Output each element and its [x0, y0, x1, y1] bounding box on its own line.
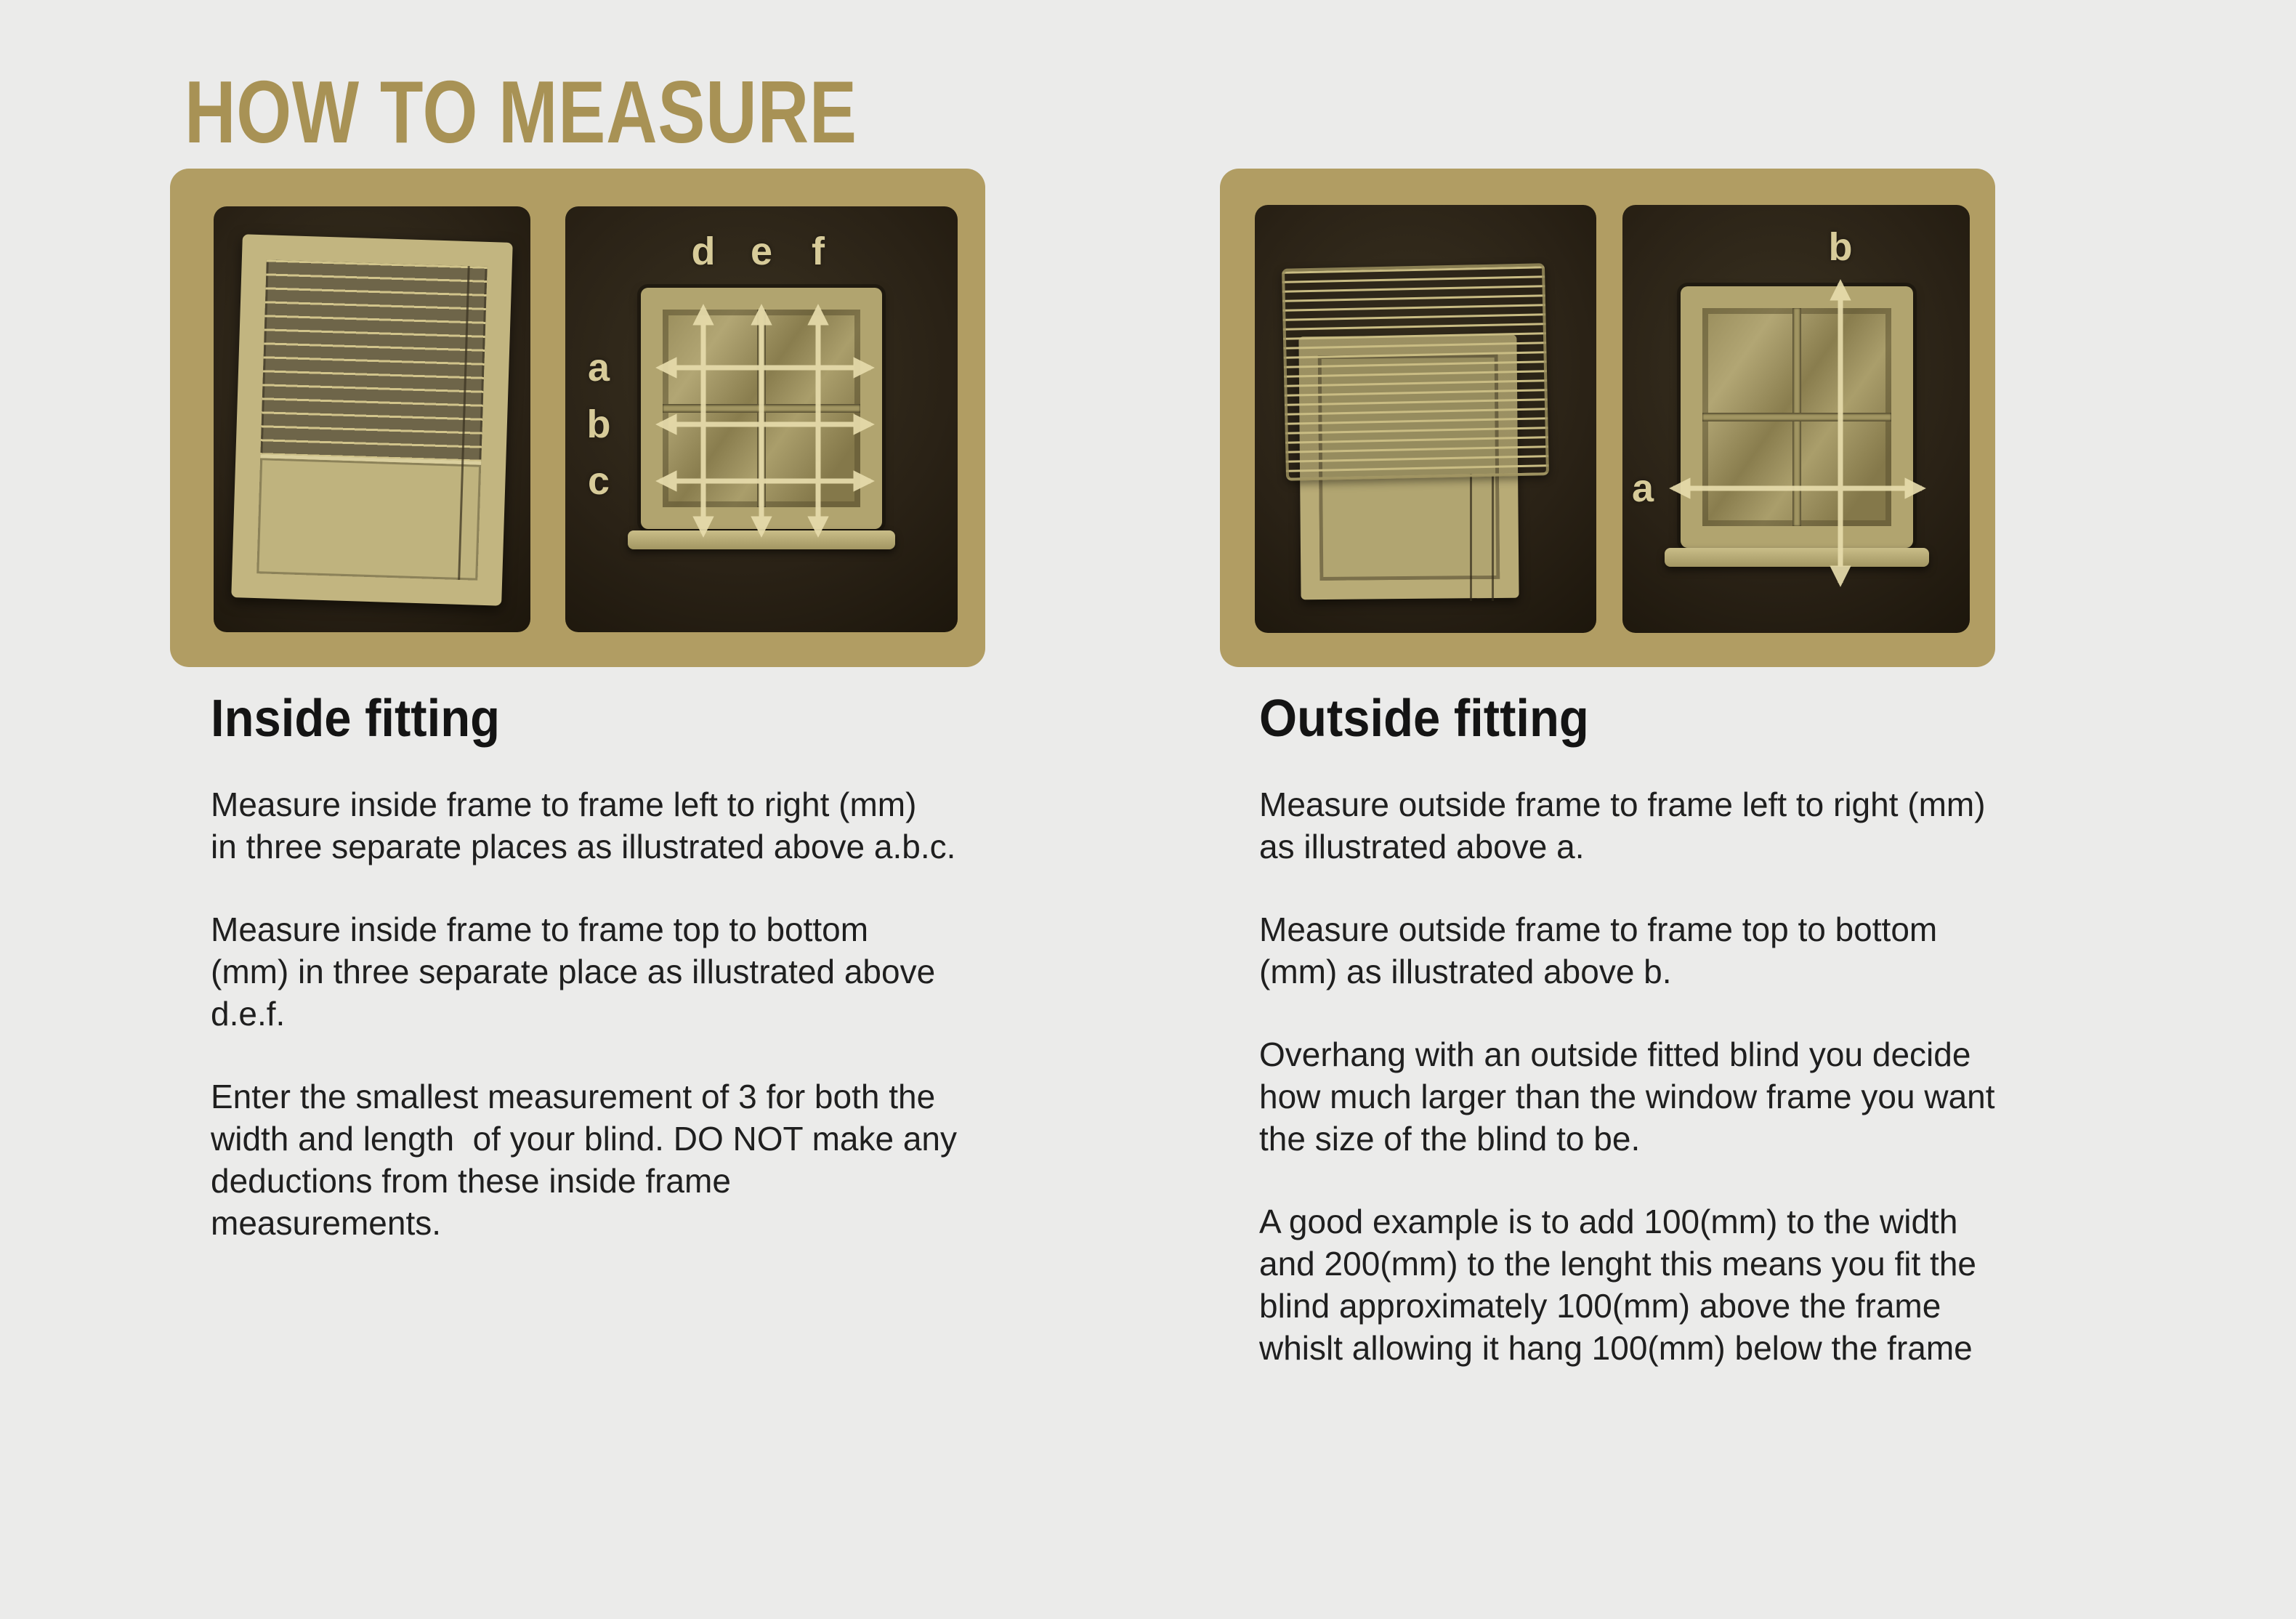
window-frame — [231, 234, 513, 605]
paragraph — [211, 1075, 995, 1244]
outside-fitting-panel — [1220, 169, 1995, 667]
measure-label-e: e — [750, 230, 773, 273]
window-opening — [256, 259, 487, 580]
paragraph-line: Measure outside frame to frame top to bottom — [1259, 911, 1938, 948]
paragraph-line: Measure outside frame to frame left to right (mm) — [1259, 786, 1986, 823]
paragraph — [1259, 908, 2051, 993]
paragraph-line: (mm) in three separate place as illustrated above — [211, 953, 936, 990]
inside-blind-photo — [214, 206, 530, 632]
paragraph — [1259, 1033, 2051, 1160]
outside-blind-photo — [1255, 205, 1596, 633]
page-title: HOW TO MEASURE — [185, 62, 857, 161]
paragraph-line: and 200(mm) to the lenght this means you fit the — [1259, 1245, 1976, 1283]
paragraph-line: whislt allowing it hang 100(mm) below the frame — [1259, 1329, 1973, 1367]
blind-cord — [1492, 474, 1494, 601]
measurement-arrows — [1622, 205, 1970, 633]
horizontal-measure-arrows — [660, 368, 870, 481]
measure-label-c: c — [587, 459, 610, 503]
measure-label-b: b — [586, 403, 611, 446]
blind-slats — [260, 259, 487, 461]
paragraph-line: Overhang with an outside fitted blind you decide — [1259, 1035, 1971, 1073]
paragraph-line: d.e.f. — [211, 995, 286, 1033]
inside-fitting-panel — [170, 169, 985, 667]
measure-label-a: a — [1631, 467, 1654, 510]
inside-fitting-heading: Inside fitting — [211, 690, 501, 748]
blind-cord — [1470, 474, 1472, 601]
outside-fitting-section — [1259, 689, 2051, 1410]
paragraph-line: how much larger than the window frame you want — [1259, 1078, 1995, 1115]
measure-label-d: d — [691, 230, 716, 273]
paragraph-line: A good example is to add 100(mm) to the width — [1259, 1203, 1958, 1240]
measure-label-f: f — [812, 230, 825, 273]
paragraph — [211, 908, 995, 1035]
paragraph-line: measurements. — [211, 1204, 442, 1242]
vertical-measure-arrows — [703, 308, 818, 533]
paragraph-line: deductions from these inside frame — [211, 1162, 731, 1200]
paragraph-line: the size of the blind to be. — [1259, 1120, 1641, 1158]
paragraph-line: as illustrated above a. — [1259, 828, 1585, 865]
paragraph — [1259, 1200, 2051, 1369]
paragraph — [211, 783, 995, 868]
paragraph-line: Enter the smallest measurement of 3 for both the — [211, 1078, 936, 1115]
paragraph-line: in three separate places as illustrated above a.b.c. — [211, 828, 956, 865]
inside-fitting-section — [211, 689, 995, 1285]
paragraph-line: (mm) as illustrated above b. — [1259, 953, 1672, 990]
paragraph — [1259, 783, 2051, 868]
paragraph-line: Measure inside frame to frame top to bottom — [211, 911, 869, 948]
blind-bottom-panel — [256, 454, 481, 581]
measurement-arrows — [565, 206, 958, 632]
measure-label-b: b — [1828, 225, 1853, 269]
inside-measure-diagram — [565, 206, 958, 632]
outside-measure-diagram — [1622, 205, 1970, 633]
measure-label-a: a — [587, 346, 610, 389]
paragraph-line: blind approximately 100(mm) above the frame — [1259, 1287, 1941, 1325]
overhanging-blind — [1282, 263, 1549, 481]
paragraph-line: Measure inside frame to frame left to right (mm) — [211, 786, 917, 823]
outside-fitting-heading: Outside fitting — [1259, 690, 1589, 748]
paragraph-line: width and length of your blind. DO NOT make any — [211, 1120, 958, 1158]
